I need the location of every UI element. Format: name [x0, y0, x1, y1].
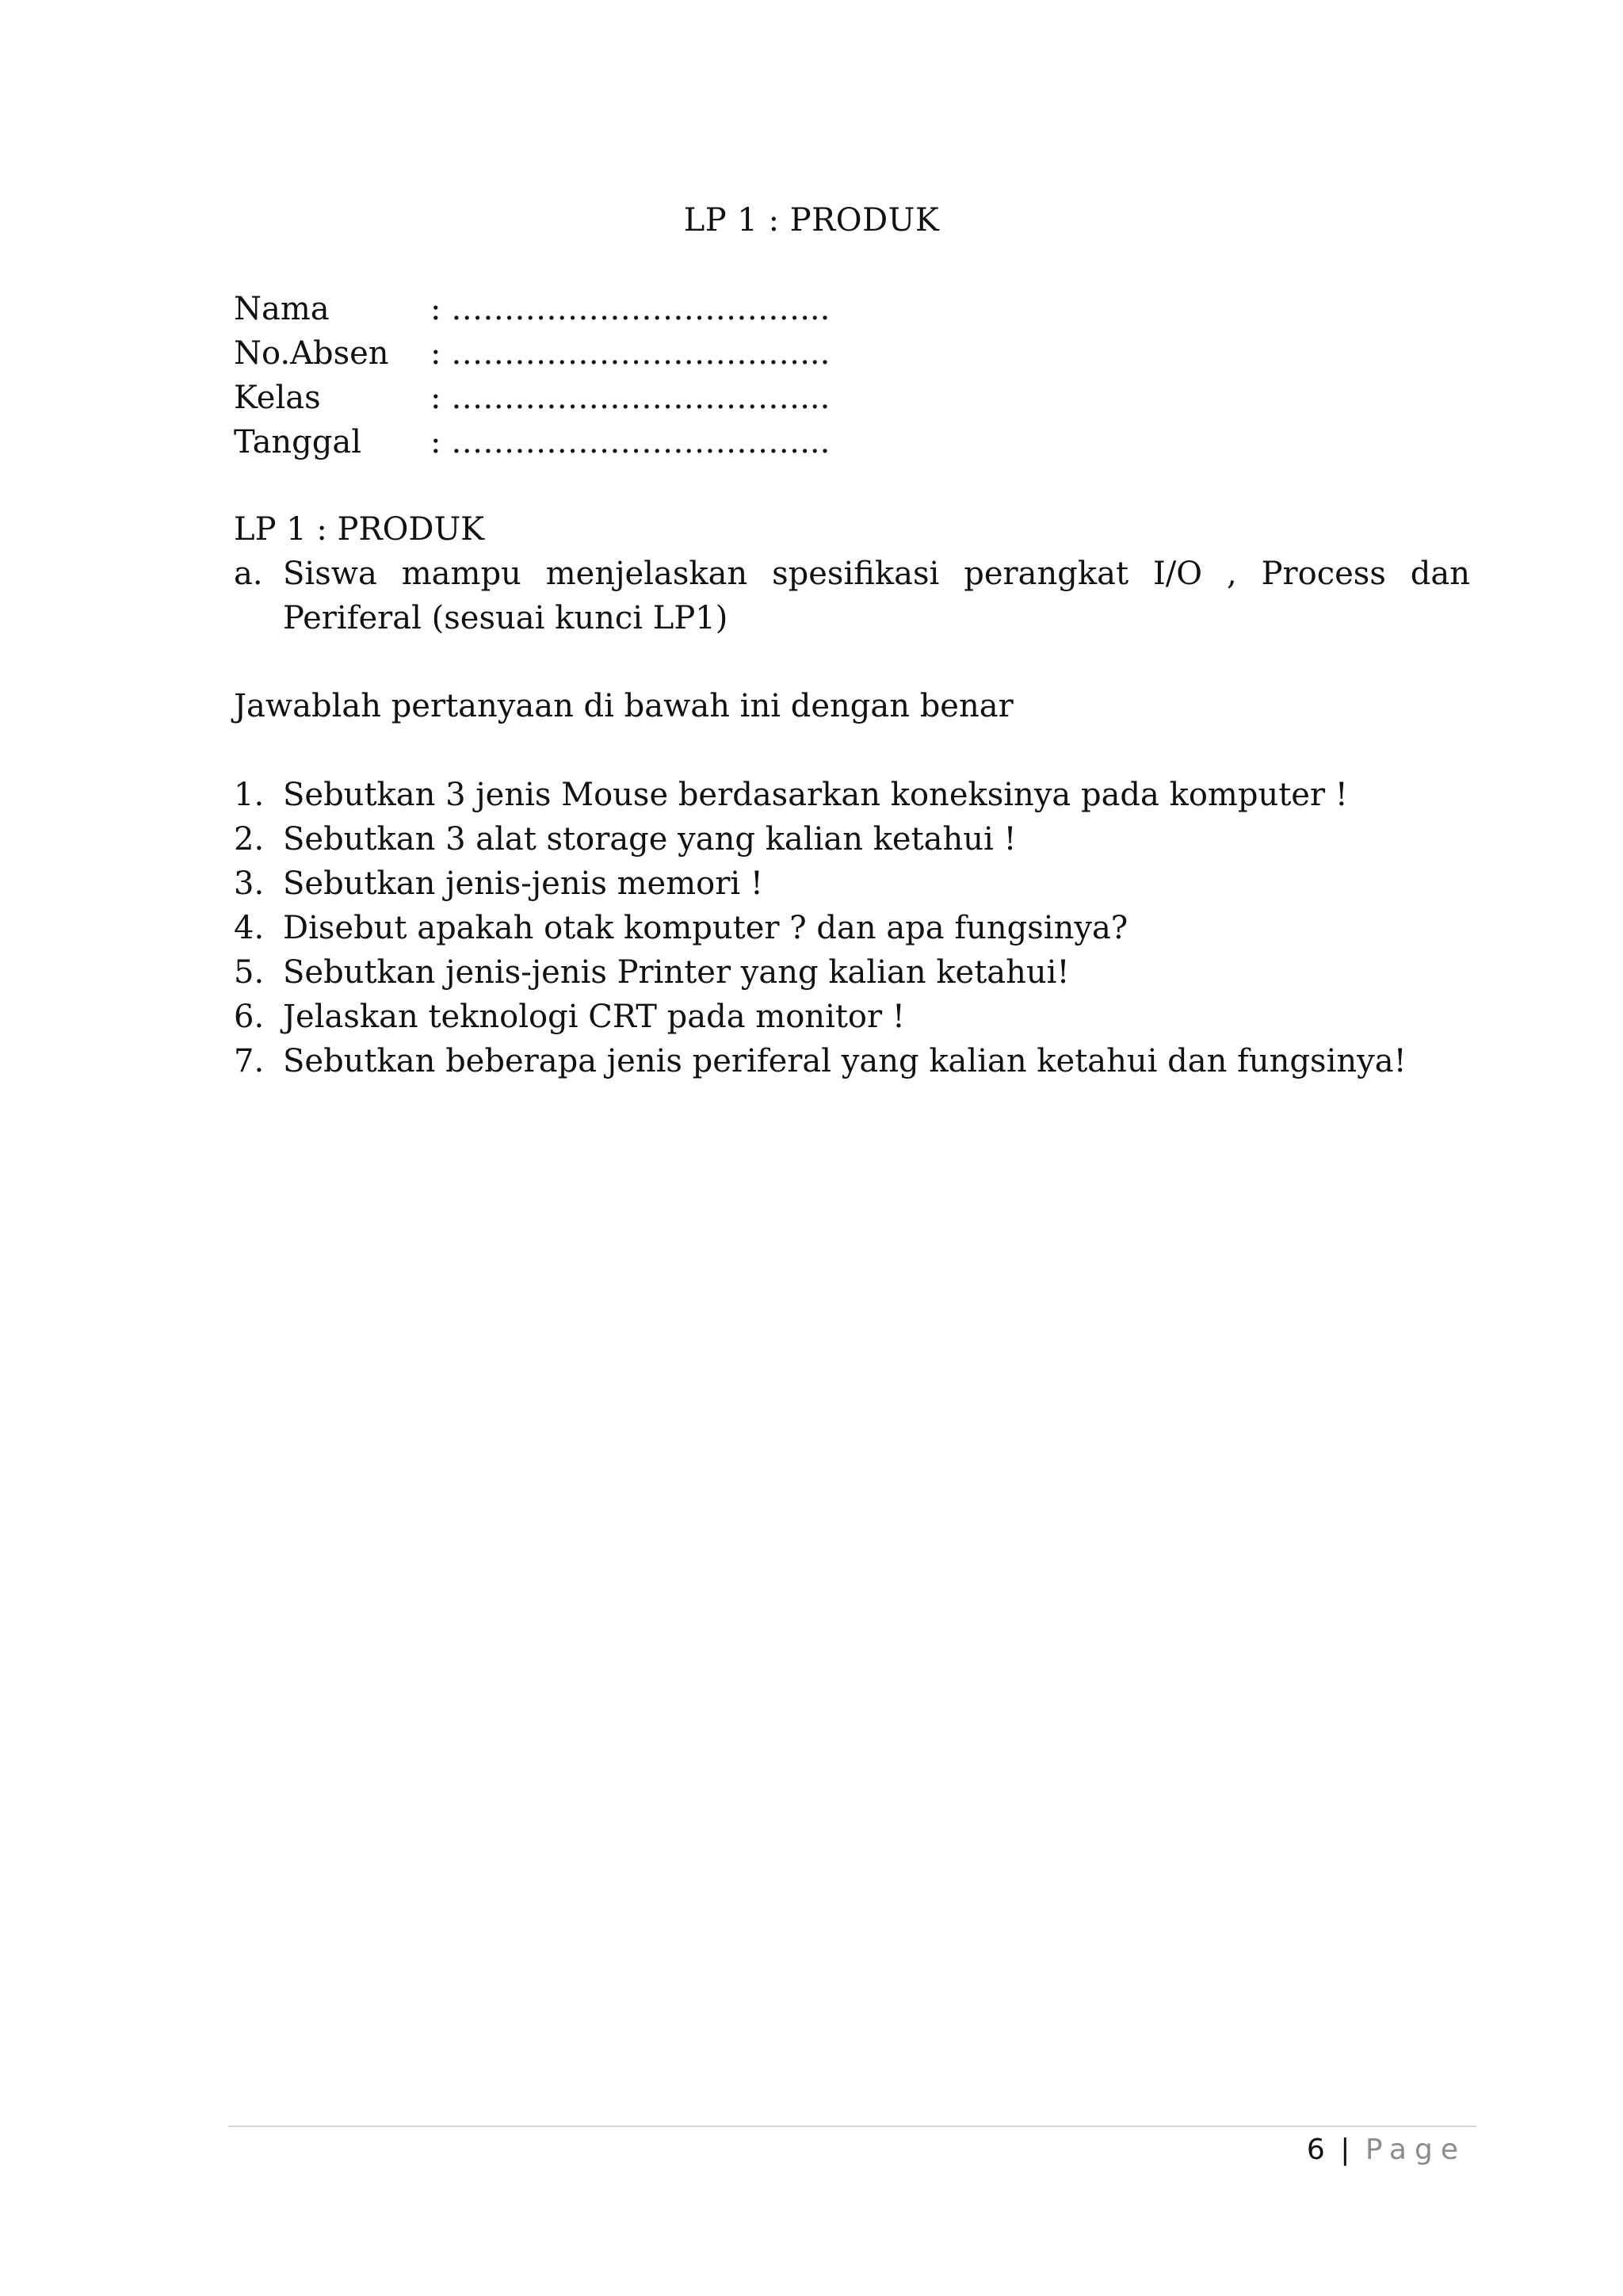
identity-label: Kelas — [234, 380, 321, 416]
identity-value: : ……………………………... — [430, 335, 831, 372]
question-text: Sebutkan 3 alat storage yang kalian ketahui ! — [283, 821, 1017, 858]
question-number: 2. — [234, 821, 265, 858]
identity-row-nama — [234, 287, 830, 331]
footer-divider — [228, 2126, 1476, 2127]
question-text: Sebutkan 3 jenis Mouse berdasarkan koneksinya pada komputer ! — [283, 777, 1348, 813]
question-text: Disebut apakah otak komputer ? dan apa fungsinya? — [283, 910, 1128, 946]
identity-label: No.Absen — [234, 335, 389, 372]
objective-letter: a. — [234, 556, 263, 592]
question-item — [234, 906, 1470, 950]
identity-block — [234, 287, 830, 464]
question-item — [234, 861, 1470, 906]
question-text: Sebutkan beberapa jenis periferal yang kalian ketahui dan fungsinya! — [283, 1043, 1407, 1079]
question-item — [234, 773, 1470, 817]
page-word: Page — [1365, 2134, 1466, 2166]
question-item — [234, 995, 1470, 1039]
footer-separator: | — [1340, 2134, 1350, 2166]
question-number: 5. — [234, 954, 265, 991]
question-text: Sebutkan jenis-jenis memori ! — [283, 865, 763, 902]
question-number: 7. — [234, 1043, 265, 1079]
question-number: 6. — [234, 999, 265, 1035]
question-text: Jelaskan teknologi CRT pada monitor ! — [283, 999, 905, 1035]
identity-row-no-absen — [234, 331, 830, 376]
page-footer — [1307, 2130, 1466, 2170]
question-item — [234, 817, 1470, 861]
page-number: 6 — [1306, 2134, 1325, 2166]
question-number: 3. — [234, 865, 265, 902]
identity-label: Nama — [234, 291, 330, 327]
objective-item — [234, 552, 1470, 640]
instruction-text: Jawablah pertanyaan di bawah ini dengan benar — [234, 688, 1014, 724]
page-title: LP 1 : PRODUK — [683, 202, 940, 239]
identity-value: : ……………………………... — [430, 380, 831, 416]
identity-row-kelas — [234, 376, 830, 420]
identity-row-tanggal — [234, 420, 830, 464]
section-heading: LP 1 : PRODUK — [234, 511, 485, 548]
question-text: Sebutkan jenis-jenis Printer yang kalian ketahui! — [283, 954, 1070, 991]
question-item — [234, 950, 1470, 995]
identity-label: Tanggal — [234, 424, 362, 460]
identity-value: : ……………………………... — [430, 424, 831, 460]
objective-section — [234, 507, 1470, 640]
objective-text: Siswa mampu menjelaskan spesifikasi perangkat I/O , Process dan Periferal (sesuai kunci LP1) — [283, 556, 1470, 636]
question-number: 1. — [234, 777, 265, 813]
identity-value: : ……………………………... — [430, 291, 831, 327]
question-item — [234, 1039, 1470, 1083]
question-number: 4. — [234, 910, 265, 946]
question-list — [234, 773, 1470, 1083]
